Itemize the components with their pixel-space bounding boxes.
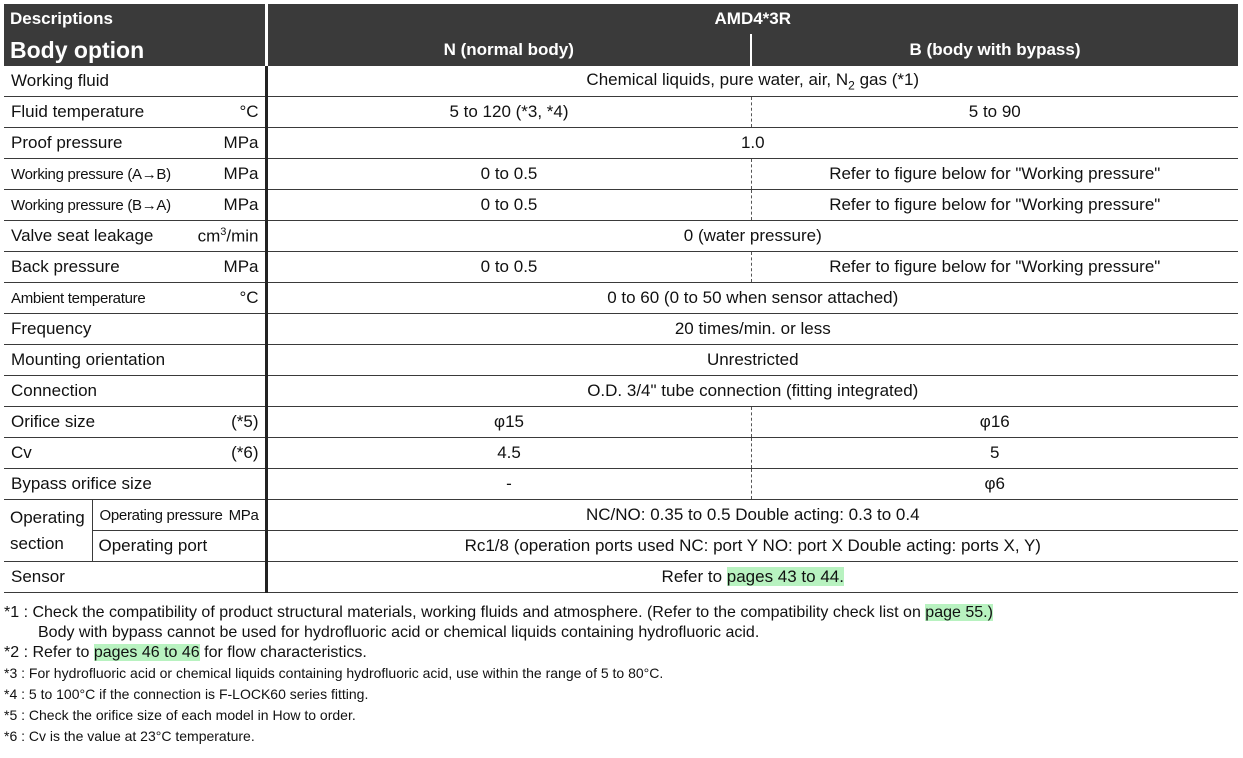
table-row <box>4 66 1238 97</box>
table-row <box>4 190 1238 221</box>
table-row <box>4 376 1238 407</box>
row-label: Back pressure <box>11 257 120 276</box>
footnote-1-continued: Body with bypass cannot be used for hydrofluoric acid or chemical liquids containing hydrofluoric acid. <box>38 624 760 641</box>
row-value-n: 0 to 0.5 <box>266 159 751 190</box>
row-unit: MPa <box>228 506 259 524</box>
row-label: Mounting orientation <box>11 350 166 369</box>
row-unit: MPa <box>223 164 259 183</box>
row-value: 0 to 60 (0 to 50 when sensor attached) <box>266 283 1238 314</box>
footnote-3: *3 : For hydrofluoric acid or chemical liquids containing hydrofluoric acid, use within the range of 5 to 80°C. <box>4 665 664 681</box>
row-value-b: 5 <box>751 438 1238 469</box>
row-unit: $cm^3/\min$ <box>197 225 259 246</box>
header-row-body <box>4 35 1238 66</box>
row-unit: °C <box>239 102 259 121</box>
footnote-4: *4 : 5 to 100°C if the connection is F-LOCK60 series fitting. <box>4 686 369 702</box>
row-label: Cv <box>11 443 32 462</box>
row-value-b: 5 to 90 <box>751 97 1238 128</box>
table-row <box>4 469 1238 500</box>
row-value-b: φ6 <box>751 469 1238 500</box>
row-unit: MPa <box>223 195 259 214</box>
row-unit: °C <box>239 288 259 307</box>
table-row <box>4 159 1238 190</box>
row-value-n: φ15 <box>266 407 751 438</box>
row-label: Working pressure (A→B) <box>11 165 171 183</box>
row-value-b: Refer to figure below for "Working pressure" <box>751 159 1238 190</box>
model-header: AMD4*3R <box>266 4 1238 35</box>
table-row <box>4 221 1238 252</box>
row-label: Valve seat leakage <box>11 226 154 245</box>
row-unit: MPa <box>223 133 259 152</box>
table-row <box>4 97 1238 128</box>
row-label: Bypass orifice size <box>11 474 152 493</box>
footnote-6: *6 : Cv is the value at 23°C temperature. <box>4 728 255 744</box>
row-value: Unrestricted <box>266 345 1238 376</box>
row-value-b: φ16 <box>751 407 1238 438</box>
row-value-n: - <box>266 469 751 500</box>
row-label: Fluid temperature <box>11 102 145 121</box>
row-label: Operating port <box>92 531 266 562</box>
footnote-2: *2 : Refer to pages 46 to 46 for flow characteristics. <box>4 644 367 661</box>
row-label: Frequency <box>11 319 92 338</box>
footnotes <box>4 603 1238 747</box>
row-value-n: 0 to 0.5 <box>266 252 751 283</box>
header-row-model <box>4 4 1238 35</box>
footnote-1: *1 : Check the compatibility of product structural materials, working fluids and atmosphere. (Refer to the compatibility check list on page 55.) <box>4 604 993 621</box>
row-label: Operating pressure <box>99 506 223 524</box>
row-value: 1.0 <box>266 128 1238 159</box>
row-label: Connection <box>11 381 98 400</box>
row-label: Ambient temperature <box>11 289 146 307</box>
row-note: (*6) <box>231 443 259 462</box>
table-row <box>4 438 1238 469</box>
row-value-b: Refer to figure below for "Working pressure" <box>751 190 1238 221</box>
table-row <box>4 345 1238 376</box>
compatibility-page-link[interactable]: page 55.) <box>925 604 993 621</box>
specifications-table <box>4 4 1238 593</box>
row-value: Rc1/8 (operation ports used NC: port Y NO: port X Double acting: ports X, Y) <box>266 531 1238 562</box>
descriptions-header: Descriptions <box>4 4 266 35</box>
row-value: 20 times/min. or less <box>266 314 1238 345</box>
row-value-n: 5 to 120 (*3, *4) <box>266 97 751 128</box>
sensor-pages-link[interactable]: pages 43 to 44. <box>726 567 844 586</box>
table-row <box>4 531 1238 562</box>
row-value: NC/NO: 0.35 to 0.5 Double acting: 0.3 to 0.4 <box>266 500 1238 531</box>
row-unit: MPa <box>223 257 259 276</box>
table-row <box>4 283 1238 314</box>
table-row <box>4 407 1238 438</box>
table-row <box>4 128 1238 159</box>
row-value-n: 4.5 <box>266 438 751 469</box>
row-value-n: 0 to 0.5 <box>266 190 751 221</box>
row-note: (*5) <box>231 412 259 431</box>
row-value: 0 (water pressure) <box>266 221 1238 252</box>
row-label: Proof pressure <box>11 133 123 152</box>
row-label: Working fluid <box>11 71 109 90</box>
normal-body-header: N (normal body) <box>266 35 751 66</box>
flow-characteristics-link[interactable]: pages 46 to 46 <box>93 644 200 661</box>
row-value: Refer to pages 43 to 44. <box>266 562 1238 593</box>
table-row <box>4 314 1238 345</box>
table-row <box>4 562 1238 593</box>
row-value: Chemical liquids, pure water, air, $N_2$ gas (*1) <box>266 66 1238 97</box>
row-label: Working pressure (B→A) <box>11 196 171 214</box>
footnote-5: *5 : Check the orifice size of each model in How to order. <box>4 707 356 723</box>
row-value-b: Refer to figure below for "Working pressure" <box>751 252 1238 283</box>
row-value: O.D. 3/4" tube connection (fitting integrated) <box>266 376 1238 407</box>
row-label: Sensor <box>11 567 65 586</box>
operating-section-label: Operating section <box>4 500 92 562</box>
row-label: Orifice size <box>11 412 96 431</box>
table-row <box>4 500 1238 531</box>
table-row <box>4 252 1238 283</box>
body-option-header: Body option <box>4 35 266 66</box>
bypass-body-header: B (body with bypass) <box>751 35 1238 66</box>
